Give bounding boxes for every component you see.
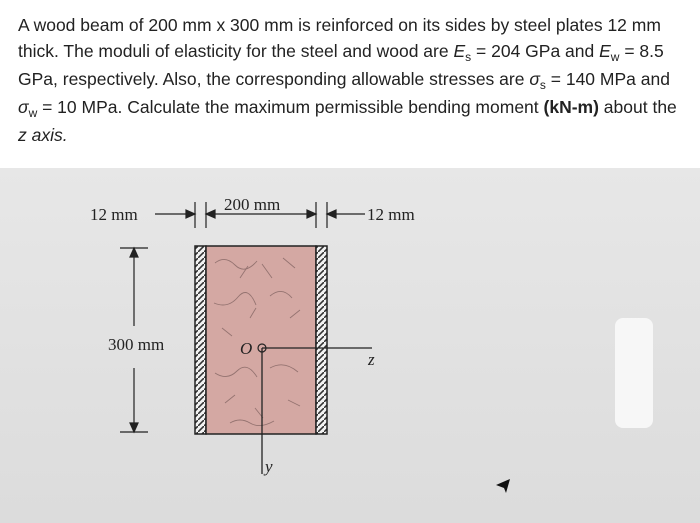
es-value: = 204 GPa and bbox=[471, 41, 600, 61]
z-axis-text: z axis. bbox=[18, 125, 68, 145]
width-label: 200 mm bbox=[224, 195, 281, 214]
y-axis-label: y bbox=[265, 457, 273, 476]
origin-label: O bbox=[240, 339, 253, 358]
left-steel-plate bbox=[195, 246, 206, 434]
sigma-s-subscript: s bbox=[539, 78, 546, 92]
beam-cross-section-diagram bbox=[0, 168, 700, 518]
right-plate-dimension bbox=[327, 202, 365, 228]
sigma-s-value: = 140 MPa and bbox=[545, 69, 670, 89]
es-symbol: E bbox=[453, 41, 466, 61]
problem-card bbox=[0, 0, 700, 168]
sigma-w-value: = 10 MPa. Calculate the maximum permissible bending moment bbox=[37, 97, 544, 117]
es-subscript: s bbox=[465, 50, 472, 64]
problem-statement bbox=[18, 12, 690, 148]
right-steel-plate bbox=[316, 246, 327, 434]
height-label: 300 mm bbox=[108, 335, 165, 354]
problem-text bbox=[18, 12, 690, 148]
right-plate-label: 12 mm bbox=[367, 205, 415, 224]
light-glare bbox=[615, 318, 653, 428]
ew-symbol: E bbox=[599, 41, 611, 61]
intro-text: A wood beam of 200 mm x 300 mm is reinforced on its sides by steel plates 12 mm thick. The moduli of elasticity for the steel and wood are bbox=[18, 15, 661, 61]
ending-text: about the bbox=[598, 97, 677, 117]
ew-value: = 8.5 GPa, respectively. Also, the corresponding allowable stresses are bbox=[18, 41, 664, 89]
unit-text: (kN-m) bbox=[543, 97, 599, 117]
figure-area bbox=[0, 168, 700, 518]
sigma-w-subscript: w bbox=[28, 106, 38, 120]
left-plate-label: 12 mm bbox=[90, 205, 138, 224]
z-axis-label: z bbox=[368, 350, 375, 369]
cursor-icon bbox=[496, 479, 510, 493]
ew-subscript: w bbox=[610, 50, 620, 64]
sigma-s-symbol: σ bbox=[529, 69, 540, 89]
sigma-w-symbol: σ bbox=[18, 97, 29, 117]
left-plate-dimension bbox=[155, 202, 195, 228]
